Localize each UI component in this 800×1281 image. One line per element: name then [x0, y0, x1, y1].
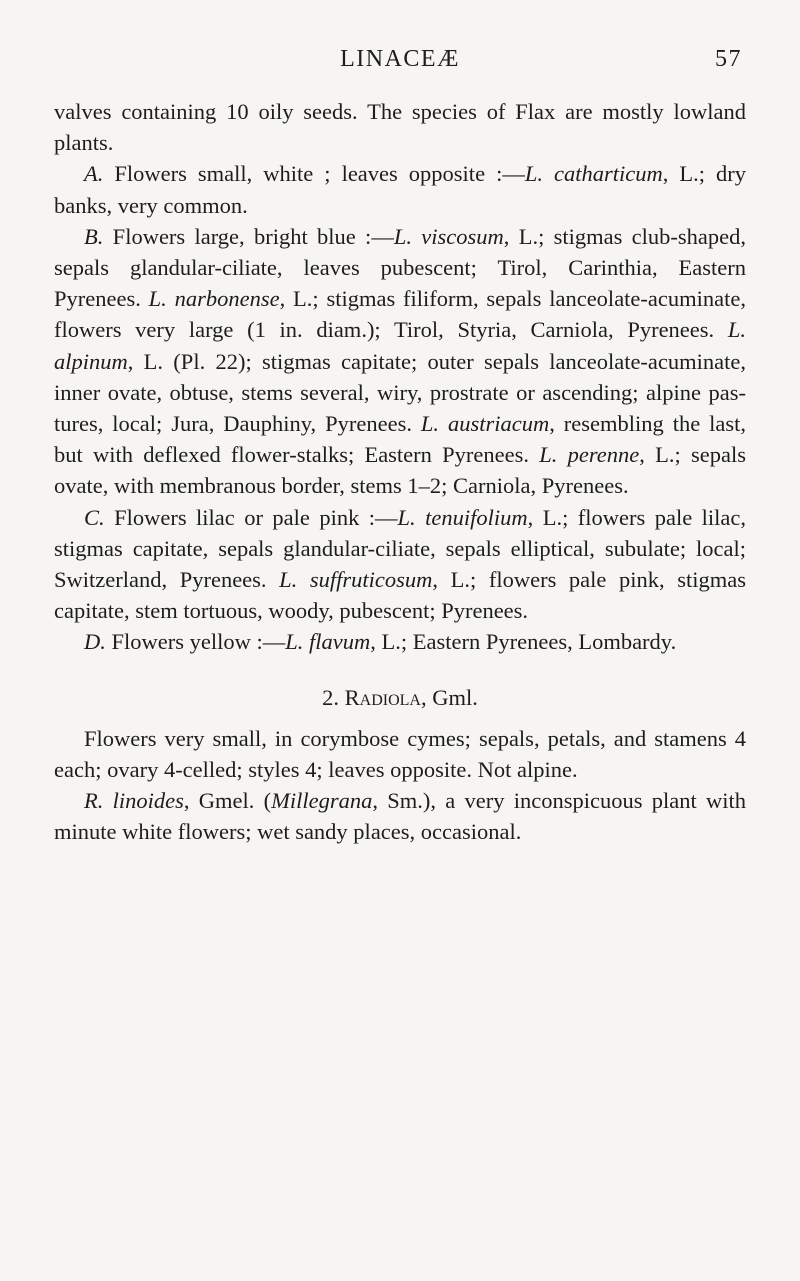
- page-number: 57: [715, 46, 742, 72]
- species-name: L. flavum: [285, 629, 371, 655]
- genus-heading: [54, 682, 746, 713]
- species-name: L. narbonense: [148, 286, 280, 312]
- description-text: , L.; Eastern Pyrenees, Lombardy.: [370, 629, 677, 655]
- species-name: L. viscosum: [393, 223, 504, 249]
- species-name: L. perenne: [539, 442, 640, 468]
- species-name: Millegrana: [271, 788, 373, 814]
- species-name: L. tenuifolium: [397, 504, 528, 530]
- group-description: Flowers small, white ; leaves opposite :—: [103, 161, 525, 187]
- description-text: , Gmel. (: [183, 788, 272, 814]
- group-letter: D.: [84, 629, 106, 655]
- running-title: LINACEÆ: [340, 46, 460, 72]
- description-text: , L.; flowers pale pink, stigmas capitate, stem tortuous, woody, pubescent; Pyrenees.: [54, 567, 746, 624]
- species-name: L. austriacum: [420, 411, 550, 437]
- group-list: [54, 158, 746, 657]
- description-text: , L.; dry banks, very common.: [54, 161, 746, 218]
- species-name: L. catharticum: [524, 161, 663, 187]
- group-letter: B.: [84, 223, 104, 249]
- species-name: R. linoides: [84, 788, 184, 814]
- group-paragraph: [54, 158, 746, 220]
- species-name: L. alpinum: [54, 317, 746, 374]
- group-description: Flowers yellow :—: [105, 629, 286, 655]
- genus-number: 2.: [322, 684, 340, 710]
- group-letter: A.: [84, 161, 104, 187]
- group-letter: C.: [84, 504, 105, 530]
- genus-name: Radiola: [344, 684, 421, 710]
- description-text: , L.; stigmas club-shaped, sepals glandular-ciliate, leaves pubescent; Tirol, Carinthia, Eastern Pyrenees.: [54, 223, 747, 312]
- page-header: [0, 46, 800, 76]
- continuation-paragraph: valves containing 10 oily seeds. The species of Flax are mostly lowland plants.: [54, 99, 746, 156]
- genus-author: , Gml.: [420, 684, 478, 710]
- group-paragraph: [54, 502, 746, 627]
- group-paragraph: [54, 221, 746, 502]
- genus-description: Flowers very small, in corymbose cymes; sepals, petals, and stamens 4 each; ovary 4-celled; styles 4; leaves opposite. Not alpine.: [54, 725, 746, 783]
- description-text: , L.; sepals ovate, with membranous border, stems 1–2; Carniola, Pyrenees.: [54, 442, 746, 499]
- description-text: , L.; flowers pale lilac, stigmas capitate, sepals glandular-ciliate, sepals elliptical, subulate; local; Switzerland, Pyrenees.: [54, 504, 746, 593]
- body-text: [54, 96, 746, 848]
- group-paragraph: [54, 626, 746, 657]
- group-description: Flowers lilac or pale pink :—: [104, 504, 398, 530]
- species-name: L. suffruticosum: [279, 567, 433, 593]
- species-paragraph: [54, 785, 746, 847]
- group-description: Flowers large, bright blue :—: [103, 223, 394, 249]
- description-text: , L. (Pl. 22); stigmas capitate; outer sepals lanceolate-acuminate, inner ovate, obtuse, stems several, wiry, prostrate or ascending; alpine pastures, local; Jura, Dauphiny, Pyrenees.: [54, 348, 746, 437]
- description-text: , Sm.), a very inconspicuous plant with minute white flowers; wet sandy places, occasional.: [54, 788, 746, 845]
- description-text: , L.; stigmas filiform, sepals lanceolate-acuminate, flowers very large (1 in. diam.); Tirol, Styria, Carniola, Pyrenees.: [54, 286, 746, 343]
- description-text: , resembling the last, but with deflexed flower-stalks; Eastern Pyrenees.: [54, 411, 746, 468]
